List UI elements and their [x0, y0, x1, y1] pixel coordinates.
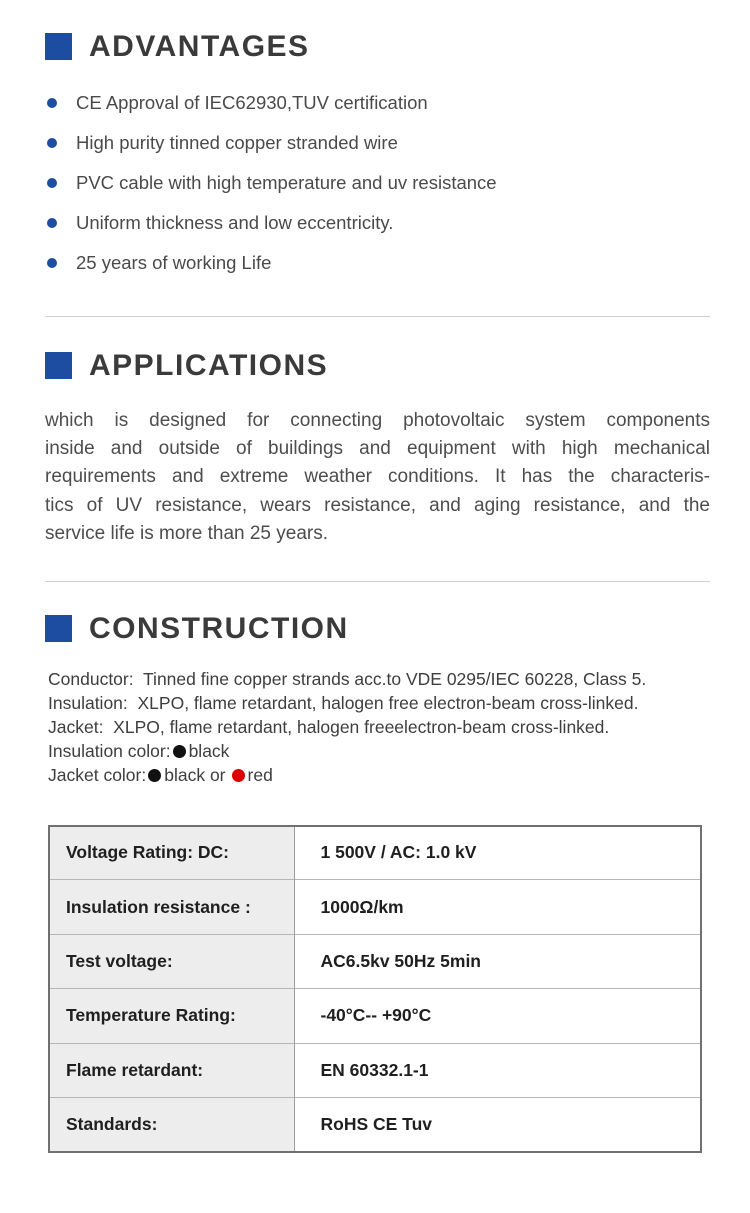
- jacket-color-line: [48, 764, 710, 788]
- insulation-color-value: black: [188, 740, 230, 761]
- paragraph-line: inside and outside of buildings and equipment with high mechanical: [45, 438, 710, 460]
- spec-label: Standards:: [49, 1098, 294, 1152]
- spec-label: Insulation resistance :: [49, 880, 294, 934]
- construction-line-insulation: Insulation: XLPO, flame retardant, halogen free electron-beam cross-linked.: [48, 692, 639, 713]
- spec-value: 1000Ω/km: [294, 880, 701, 934]
- construction-section: [45, 612, 710, 788]
- spec-label: Flame retardant:: [49, 1043, 294, 1097]
- bullet-dot-icon: [47, 258, 57, 268]
- list-item: [45, 163, 710, 203]
- table-row: [49, 1098, 701, 1152]
- paragraph-line: service life is more than 25 years.: [45, 522, 329, 544]
- bullet-dot-icon: [47, 138, 57, 148]
- advantages-section: [45, 30, 710, 283]
- jacket-color-label: Jacket color:: [48, 764, 147, 785]
- spec-value: RoHS CE Tuv: [294, 1098, 701, 1152]
- spec-value: -40°C-- +90°C: [294, 989, 701, 1043]
- advantage-text: 25 years of working Life: [76, 252, 272, 273]
- bullet-dot-icon: [47, 98, 57, 108]
- advantage-text: PVC cable with high temperature and uv resistance: [76, 172, 497, 193]
- advantages-heading: ADVANTAGES: [89, 30, 310, 63]
- insulation-color-label: Insulation color:: [48, 740, 171, 761]
- table-row: [49, 934, 701, 988]
- blue-square-icon: [45, 33, 72, 60]
- construction-details: [48, 668, 710, 788]
- advantages-list: [45, 83, 710, 283]
- blue-square-icon: [45, 615, 72, 642]
- construction-heading-row: [45, 612, 710, 644]
- jacket-color-value-2: red: [247, 764, 273, 785]
- black-color-dot-icon: [148, 769, 161, 782]
- black-color-dot-icon: [173, 745, 186, 758]
- paragraph-line: which is designed for connecting photovoltaic system components: [45, 410, 710, 431]
- spec-label: Test voltage:: [49, 934, 294, 988]
- spec-value: EN 60332.1-1: [294, 1043, 701, 1097]
- spec-label: Temperature Rating:: [49, 989, 294, 1043]
- advantage-text: CE Approval of IEC62930,TUV certification: [76, 92, 428, 113]
- list-item: [45, 243, 710, 283]
- section-divider: [45, 316, 710, 317]
- spec-table: [48, 825, 702, 1153]
- bullet-dot-icon: [47, 218, 57, 228]
- jacket-color-value-1: black or: [164, 764, 226, 785]
- list-item: [45, 123, 710, 163]
- applications-paragraph: [45, 407, 710, 548]
- applications-heading-row: [45, 349, 710, 381]
- table-row: [49, 880, 701, 934]
- bullet-dot-icon: [47, 178, 57, 188]
- paragraph-line: tics of UV resistance, wears resistance, and aging resistance, and the: [45, 494, 710, 516]
- construction-heading: CONSTRUCTION: [89, 612, 349, 646]
- construction-line-jacket: Jacket: XLPO, flame retardant, halogen freeelectron-beam cross-linked.: [48, 716, 610, 737]
- advantage-text: Uniform thickness and low eccentricity.: [76, 212, 394, 233]
- table-row: [49, 826, 701, 880]
- insulation-color-line: [48, 740, 710, 764]
- applications-heading: APPLICATIONS: [89, 349, 329, 382]
- advantage-text: High purity tinned copper stranded wire: [76, 132, 398, 153]
- paragraph-line: requirements and extreme weather conditions. It has the characteris-: [45, 466, 710, 488]
- construction-line-conductor: Conductor: Tinned fine copper strands acc.to VDE 0295/IEC 60228, Class 5.: [48, 669, 647, 690]
- advantages-heading-row: [45, 30, 710, 62]
- section-divider: [45, 581, 710, 582]
- table-row: [49, 1043, 701, 1097]
- red-color-dot-icon: [232, 769, 245, 782]
- spec-value: 1 500V / AC: 1.0 kV: [294, 826, 701, 880]
- spec-label: Voltage Rating: DC:: [49, 826, 294, 880]
- table-row: [49, 989, 701, 1043]
- applications-section: [45, 349, 710, 548]
- blue-square-icon: [45, 352, 72, 379]
- spec-value: AC6.5kv 50Hz 5min: [294, 934, 701, 988]
- list-item: [45, 83, 710, 123]
- list-item: [45, 203, 710, 243]
